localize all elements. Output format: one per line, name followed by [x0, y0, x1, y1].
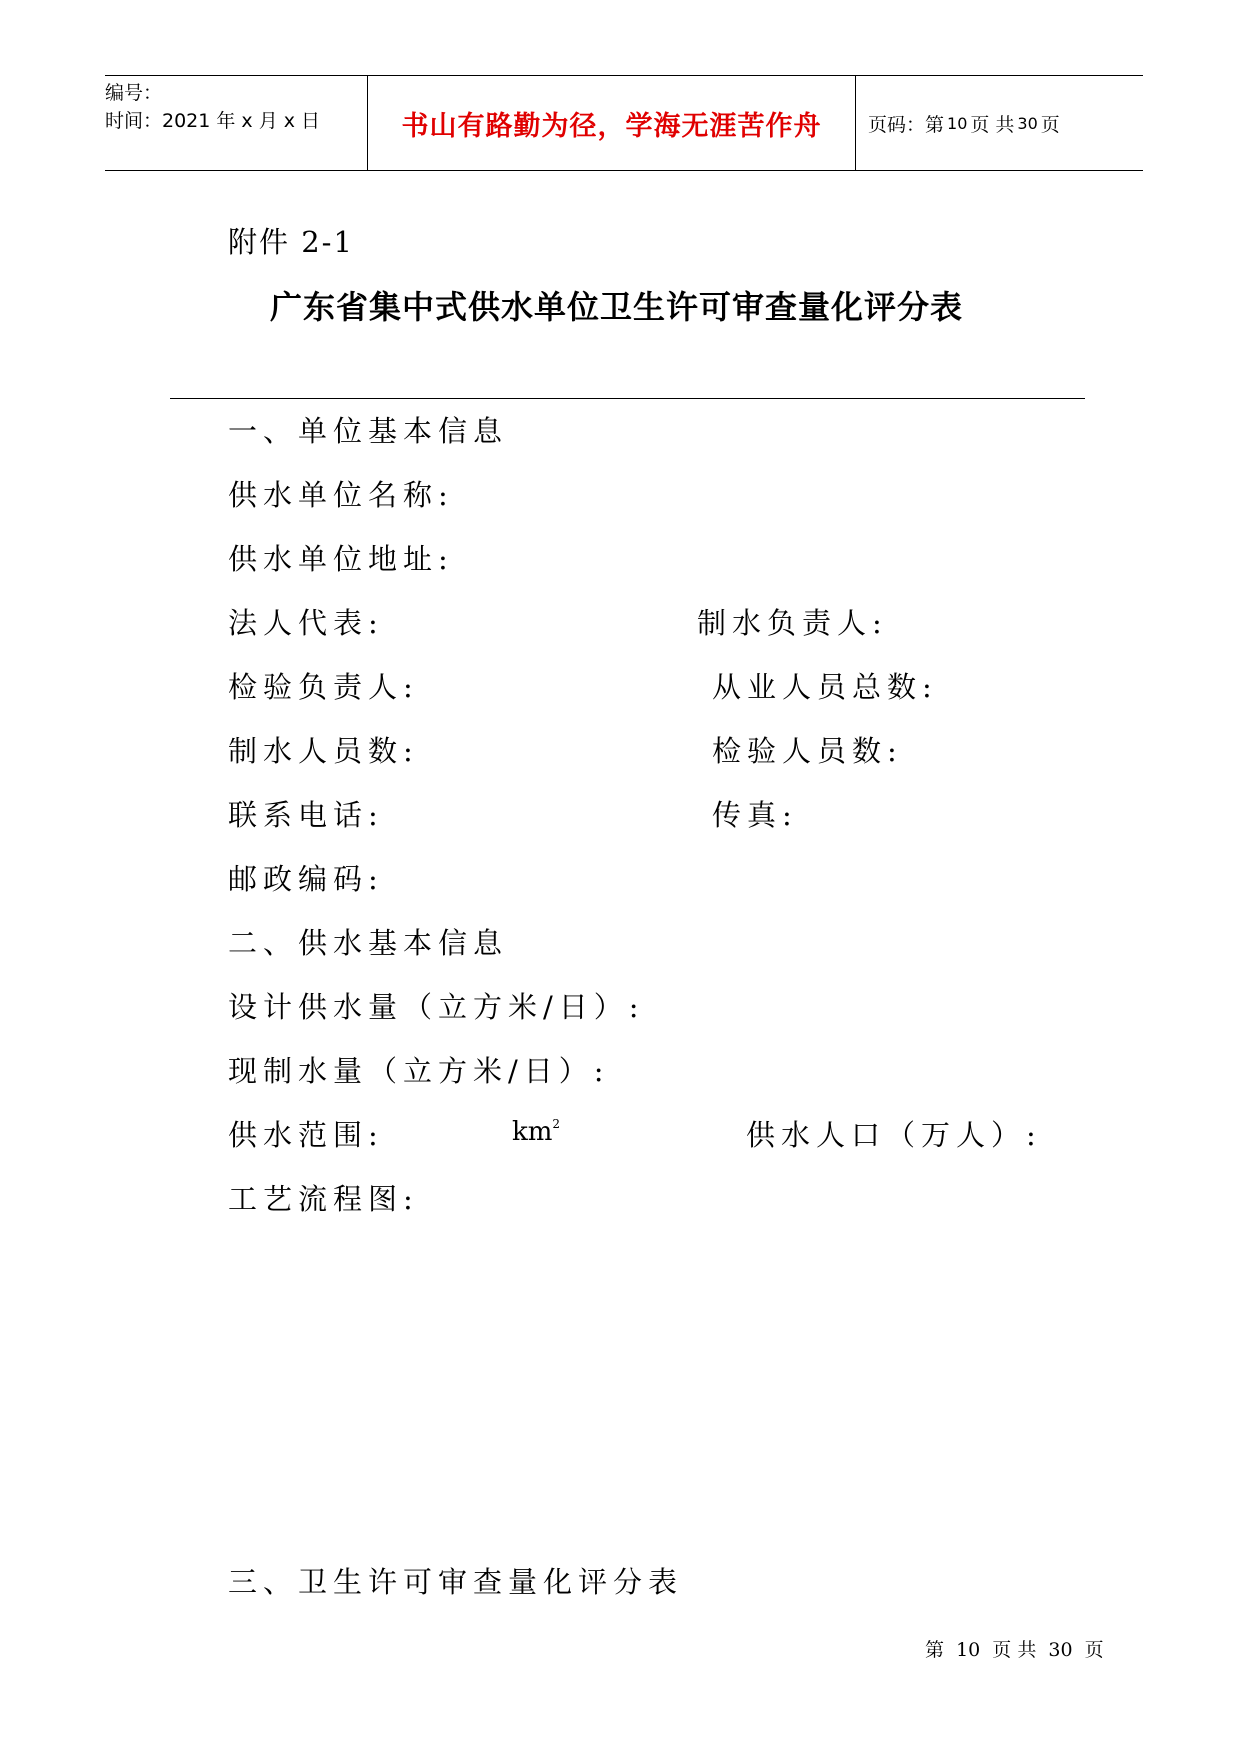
- page-suffix: 页: [1040, 113, 1060, 136]
- footer-prefix: 第: [925, 1639, 945, 1661]
- footer-total: 30: [1048, 1639, 1073, 1661]
- postcode-field: 邮政编码:: [228, 862, 384, 896]
- inspection-manager-field: 检验负责人:: [228, 670, 419, 704]
- area-unit: [512, 1117, 560, 1147]
- serial-label: 编号：: [105, 82, 163, 104]
- legal-rep-field: 法人代表:: [228, 606, 384, 640]
- section2-heading: 二、供水基本信息: [228, 926, 509, 960]
- water-staff-field: 制水人员数:: [228, 734, 419, 768]
- design-capacity-field: 设计供水量（立方米/日）:: [228, 990, 645, 1024]
- section3-heading: 三、卫生许可审查量化评分表: [228, 1565, 684, 1599]
- document-title: 广东省集中式供水单位卫生许可审查量化评分表: [270, 288, 964, 326]
- supply-population-field: 供水人口（万人）:: [746, 1118, 1042, 1152]
- page-footer: [925, 1635, 1104, 1662]
- phone-field: 联系电话:: [228, 798, 384, 832]
- page-current: 10: [947, 113, 968, 133]
- inspection-staff-field: 检验人员数:: [712, 734, 903, 768]
- footer-mid: 页 共: [992, 1639, 1037, 1661]
- header-slogan: 书山有路勤为径，学海无涯苦作舟: [368, 76, 856, 170]
- supply-area-field: 供水范围:: [228, 1118, 384, 1152]
- water-manager-field: 制水负责人:: [697, 606, 888, 640]
- annex-label: 附件 2-1: [228, 225, 354, 259]
- time-label: 时间：2021 年 x 月 x 日: [105, 110, 321, 132]
- total-staff-field: 从业人员总数:: [712, 670, 938, 704]
- footer-suffix: 页: [1084, 1639, 1104, 1661]
- header-page-info: [856, 76, 1143, 170]
- fax-field: 传真:: [712, 798, 798, 832]
- page-prefix: 页码：第: [868, 113, 945, 136]
- section1-heading: 一、单位基本信息: [228, 414, 509, 448]
- current-output-field: 现制水量（立方米/日）:: [228, 1054, 610, 1088]
- page-total: 30: [1017, 113, 1038, 133]
- footer-current: 10: [956, 1639, 981, 1661]
- page-header: [105, 75, 1143, 171]
- page-mid: 页 共: [970, 113, 1015, 136]
- area-unit-base: km: [512, 1117, 553, 1147]
- header-meta-cell: [105, 76, 368, 170]
- title-divider: [170, 398, 1085, 399]
- unit-name-field: 供水单位名称:: [228, 478, 454, 512]
- area-unit-exponent: 2: [552, 1117, 561, 1131]
- unit-address-field: 供水单位地址:: [228, 542, 454, 576]
- process-chart-field: 工艺流程图:: [228, 1182, 419, 1216]
